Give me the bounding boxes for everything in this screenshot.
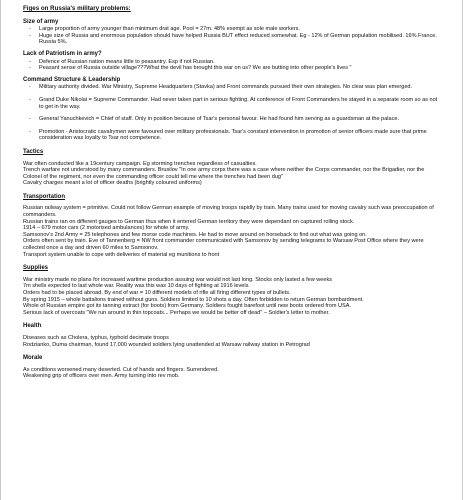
heading-transportation: Transportation bbox=[23, 193, 66, 200]
paragraph-line: Cavalry charges meant a lot of officer deaths (brightly coloured uniforms) bbox=[23, 180, 202, 187]
paragraph-line: Serious lack of overcoats "We run around in thin topcoats... Perhaps we would be better off dead" – Soldier's letter to mother. bbox=[23, 309, 330, 316]
bullet-item: - Huge size of Russia and enormous population should have helped Russia BUT effect reduced somewhat. Eg - 12% of German population mobilised. 16% France. Russia 5%. bbox=[23, 33, 441, 46]
paragraph-line: Russian railway system = primitive. Could not follow German example of moving troops rapidly by train. Many trains used for moving cavalry such was preoccupation of commanders. bbox=[23, 205, 434, 219]
paragraph-line: Trench warfare not understood by many commanders. Brusilov "In one army corps there was a case where neither the Corps commander, nor the Brigadier, nor the Colonel of the regiment, nor even the commanding officer could tell me where the trenches had been dug" bbox=[23, 167, 425, 180]
bullet-item: - Peasant sense of Russia outside village???What the devil has brought this war on us? We are butting into other people's lives " bbox=[23, 65, 441, 72]
heading-health: Health bbox=[23, 323, 42, 330]
paragraph-line: By spring 1915 – whole battalions trained without guns. Soldiers limited to 10 shots a day. Often forbidden to return German bombardment. bbox=[23, 296, 364, 303]
paragraph-line: Rodzianko, Duma chairman, found 17,000 wounded soldiers lying unattended at Warsaw railway station in Petrograd bbox=[23, 341, 310, 348]
paragraph-line: Transport system unable to cope with deliveries of material eg munitions to front bbox=[23, 251, 220, 258]
paragraph-line: War ministry made no plans for increased wartime production assuing war would not last long. Stocks only lasted a few weeks bbox=[23, 276, 333, 283]
paragraph-line: War often conducted like a 19century campaign. Eg storming trenches regardless of casualties. bbox=[23, 160, 257, 167]
paragraph-line: Whole of Russian empire got its tanning extract (for boots) from Germany. Soldiers fought barefoot until new boots ordered from USA. bbox=[23, 303, 351, 310]
bullet-item: - Grand Duke Nikolai = Supreme Commander. Had never taken part in serious fighting. At conference of Front Commanders he stayed in a separate room so as not to get in the way. bbox=[23, 97, 441, 110]
bullet-item: - Defence of Russian nation means little to peasantry. Esp if not Russian. bbox=[23, 59, 441, 66]
bullet-item: - Large proportion of army younger than minimum drat age. Pool = 27m. 48% exempt as sole male workers. bbox=[23, 26, 441, 33]
document-body bbox=[23, 6, 441, 380]
paragraph-line: 7m shells expected to last whole war. Reality was this was 10 days of fighting at 1916 levels. bbox=[23, 283, 250, 290]
bullet-item: - Military authority divided. War Ministry, Supreme Headquarters (Stavka) and Front commands pursued their own strategies. No clear was plan emerged. bbox=[23, 84, 441, 91]
paragraph-line: 1914 – 679 motor cars (2 motorised ambulances) for whole of army. bbox=[23, 225, 190, 232]
paragraph-line: Russian trains ran on different gauges to German thus when it entered German territory they were dependant on captured rolling stock. bbox=[23, 218, 355, 225]
heading-size-of-army: Size of army bbox=[23, 18, 59, 25]
paragraph-line: Weakening grip of officers over men. Army turning into rev mob. bbox=[23, 373, 180, 380]
heading-command-structure: Command Structure & Leadership bbox=[23, 76, 121, 83]
bullet-item: - Promotion - Aristocratic cavalrymen were favoured over military professionals. Tsar's constant intervention in promotion of senior officers made sure that prime consideration was loyalty to Tsar not competence. bbox=[23, 129, 441, 142]
paragraph-line: Orders often sent by train. Eve of Tannenberg = NW front commander communicated with Samsonov by sending telegrams to Warsaw Post Office where they were collected once a day and driven 60 miles to Samsonov. bbox=[23, 238, 424, 252]
heading-patriotism: Lack of Patriotism in army? bbox=[23, 50, 102, 57]
paragraph-line: As conditions worsened many deserted. Cut of hands and fingers. Surrendered. bbox=[23, 366, 219, 373]
heading-tactics: Tactics bbox=[23, 148, 44, 155]
heading-supplies: Supplies bbox=[23, 265, 49, 272]
paragraph-line: Samsonov's 2nd Army = 25 telephones and few morse code machines. He had to move around on horseback to find out what was going on. bbox=[23, 231, 367, 238]
heading-morale: Morale bbox=[23, 355, 43, 362]
bullet-item: - General Yanuchkevich = Chief of staff. Only in position because of Tsar's personal favour. He had found him serving as a guardsman at the palace. bbox=[23, 116, 441, 123]
paragraph-line: Orders had to be placed abroad. By end of war = 10 different models of rifle all firing different types of bullets. bbox=[23, 290, 291, 296]
page-title: Figes on Russia's military problems: bbox=[23, 5, 131, 12]
paragraph-line: Diseases such as Cholera, typhus, typhoid decimate troops bbox=[23, 334, 169, 341]
